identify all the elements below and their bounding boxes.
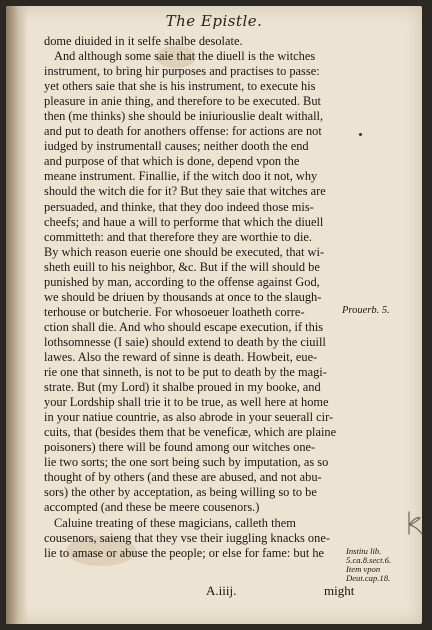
sidenote-proverbs: Prouerb. 5. <box>342 305 390 316</box>
text-line: By which reason euerie one should be executed, that wi- <box>44 244 325 259</box>
text-line: lie two sorts; the one sort being such by imputation, as so <box>44 455 329 470</box>
text-line: should the witch die for it? But they saie that witches are <box>44 184 326 199</box>
text-line: cheefs; and haue a will to performe that which the diuell <box>44 214 324 229</box>
text-line: meane instrument. Finallie, if the witch doo it not, why <box>44 169 318 184</box>
sidenote-line: 5.ca.8.sect.6. <box>346 555 392 565</box>
text-line: pleasure in anie thing, and therefore to be executed. But <box>44 94 321 109</box>
text-line: and purpose of that which is done, depend vpon the <box>44 154 300 169</box>
text-line: lothsomnesse (I saie) should extend to death by the ciuill <box>44 334 326 349</box>
text-line: ction shall die. And who should escape execution, if this <box>44 319 324 334</box>
text-line: iudged by instrumentall causes; neither dooth the end <box>44 139 309 154</box>
sidenote-line: Item vpon <box>346 564 381 574</box>
sidenote-institutes <box>346 547 391 583</box>
text-line: thought of by others (and these are abused, and not abu- <box>44 470 322 485</box>
pencil-annotation-k <box>404 510 426 536</box>
text-line: terhouse or butcherie. For whosoeuer loatheth corre- <box>44 304 305 319</box>
text-line: we should be driuen by thousands at once to the slaugh- <box>44 289 322 304</box>
sidenote-line: Deut.cap.18. <box>346 573 391 583</box>
text-line: rie one that sinneth, is not to be put to death by the magi- <box>44 365 327 380</box>
text-line: sheth euill to his neighbor, &c. But if the will should be <box>44 259 320 274</box>
text-line: cousenors, saieng that they vse their iuggling knacks one- <box>44 530 330 545</box>
epistle-body-text <box>44 34 336 561</box>
signature-mark: A.iiij. <box>206 583 237 598</box>
catchword: might <box>324 583 355 598</box>
text-line: lie to amase or abuse the people; or else for fame: but he <box>44 545 325 560</box>
sidenote-line: Institu lib. <box>346 546 382 556</box>
text-line: cuits, that (besides them that be veneficæ, which are plaine <box>44 425 337 440</box>
text-line: committeth: and that therefore they are worthie to die. <box>44 229 313 244</box>
text-line: in your natiue countrie, as also abrode in your seuerall cir- <box>44 410 334 425</box>
book-page <box>6 6 422 624</box>
text-line: then (me thinks) she should be iniuriouslie dealt withall, <box>44 109 324 124</box>
text-line: poisoners) there will be found among our witches one- <box>44 440 316 455</box>
margin-mark <box>359 133 362 136</box>
text-line: and put to death for anothers offense: for actions are not <box>44 124 322 139</box>
text-line: And although some saie that the diuell is the witches <box>54 49 316 64</box>
running-title: The Epistle. <box>165 12 263 30</box>
page-gutter-shadow <box>6 6 28 624</box>
text-line: Caluine treating of these magicians, calleth them <box>54 515 296 530</box>
text-line: lawes. Also the reward of sinne is death. Howbeit, eue- <box>44 349 318 364</box>
text-line: persuaded, and thinke, that they doo indeed those mis- <box>44 199 314 214</box>
text-line: strate. But (my Lord) it shalbe proued in my booke, and <box>44 380 321 395</box>
text-line: accompted (and these be meere cousenors.) <box>44 500 260 515</box>
text-line: yet others saie that she is his instrument, to execute his <box>44 79 316 94</box>
text-line: your Lordship shall trie it to be true, as well here at home <box>44 395 329 410</box>
text-line: instrument, to bring hir purposes and practises to passe: <box>44 64 320 79</box>
text-line: dome diuided in it selfe shalbe desolate. <box>44 34 243 48</box>
text-line: punished by man, according to the offense against God, <box>44 274 320 289</box>
text-line: sors) the other by acceptation, as being willing so to be <box>44 485 317 500</box>
